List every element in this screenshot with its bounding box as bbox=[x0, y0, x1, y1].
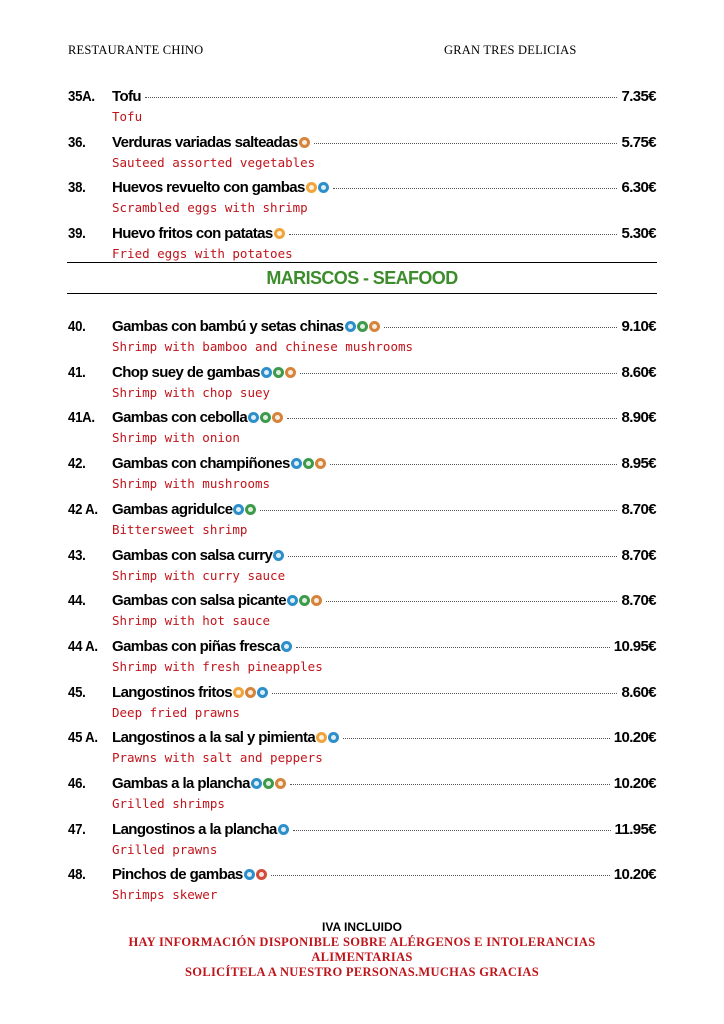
item-price: 10.20€ bbox=[613, 775, 656, 792]
allergen-icons bbox=[274, 228, 285, 239]
brown-allergen-icon bbox=[275, 778, 286, 789]
vat-notice: IVA INCLUIDO bbox=[322, 920, 402, 934]
item-description: Shrimps skewer bbox=[112, 887, 218, 903]
menu-item bbox=[0, 775, 724, 819]
item-number: 44 A. bbox=[68, 637, 98, 655]
allergen-icons bbox=[291, 458, 326, 469]
green-allergen-icon bbox=[245, 504, 256, 515]
allergen-notice bbox=[0, 935, 724, 980]
item-number: 42 A. bbox=[68, 500, 98, 518]
item-line bbox=[112, 775, 656, 795]
green-allergen-icon bbox=[273, 367, 284, 378]
item-number: 35A. bbox=[68, 88, 95, 105]
item-price: 8.70€ bbox=[621, 500, 656, 518]
item-number: 41. bbox=[68, 363, 86, 381]
green-allergen-icon bbox=[260, 412, 271, 423]
item-price: 8.60€ bbox=[621, 683, 656, 701]
blue-allergen-icon bbox=[248, 412, 259, 423]
item-description: Shrimp with onion bbox=[112, 430, 240, 446]
item-price: 10.20€ bbox=[613, 866, 656, 884]
menu-item bbox=[0, 729, 724, 773]
section-title: MARISCOS - SEAFOOD bbox=[266, 268, 458, 288]
item-price: 8.70€ bbox=[621, 592, 656, 610]
menu-item bbox=[0, 134, 724, 178]
green-allergen-icon bbox=[299, 595, 310, 606]
item-number: 46. bbox=[68, 775, 86, 792]
item-line bbox=[112, 684, 656, 704]
item-description: Shrimp with mushrooms bbox=[112, 476, 271, 492]
item-number: 44. bbox=[68, 592, 86, 610]
item-price: 10.20€ bbox=[613, 729, 656, 747]
item-description: Shrimp with hot sauce bbox=[112, 613, 271, 629]
item-name: Chop suey de gambas bbox=[112, 363, 260, 381]
item-description: Shrimp with chop suey bbox=[112, 384, 271, 400]
section-divider-top bbox=[67, 262, 657, 263]
menu-item bbox=[0, 866, 724, 910]
blue-allergen-icon bbox=[318, 182, 329, 193]
item-name: Langostinos a la plancha bbox=[112, 820, 277, 838]
allergen-icons bbox=[233, 687, 268, 698]
menu-item bbox=[0, 409, 724, 453]
item-line bbox=[112, 866, 656, 886]
item-number: 38. bbox=[68, 179, 86, 196]
item-name: Gambas con salsa curry bbox=[112, 546, 273, 564]
item-number: 41A. bbox=[68, 409, 95, 427]
allergen-notice-line-2: ALIMENTARIAS bbox=[311, 950, 413, 964]
item-description: Grilled prawns bbox=[112, 841, 218, 857]
item-name: Gambas con salsa picante bbox=[112, 592, 287, 610]
blue-allergen-icon bbox=[278, 824, 289, 835]
blue-allergen-icon bbox=[273, 550, 284, 561]
item-line bbox=[112, 729, 656, 749]
item-description: Shrimp with bamboo and chinese mushrooms bbox=[112, 339, 414, 354]
item-description: Scrambled eggs with shrimp bbox=[112, 200, 308, 215]
item-description: Prawns with salt and peppers bbox=[112, 750, 323, 766]
item-name: Gambas a la plancha bbox=[112, 775, 250, 792]
item-price: 11.95€ bbox=[614, 820, 656, 838]
dot-leader bbox=[384, 327, 618, 328]
item-number: 42. bbox=[68, 455, 86, 473]
item-number: 39. bbox=[68, 224, 86, 242]
item-price: 7.35€ bbox=[621, 88, 656, 105]
item-price: 9.10€ bbox=[621, 318, 656, 335]
dot-leader bbox=[288, 556, 617, 557]
item-description: Bittersweet shrimp bbox=[112, 521, 248, 537]
allergen-icons bbox=[287, 595, 322, 606]
item-price: 8.95€ bbox=[621, 455, 656, 473]
menu-item bbox=[0, 318, 724, 362]
item-name: Gambas con cebolla bbox=[112, 409, 248, 427]
menu-item bbox=[0, 364, 724, 408]
dot-leader bbox=[330, 464, 618, 465]
item-number: 43. bbox=[68, 546, 86, 564]
item-name: Tofu bbox=[112, 88, 141, 105]
blue-allergen-icon bbox=[287, 595, 298, 606]
item-price: 5.30€ bbox=[621, 224, 656, 242]
green-allergen-icon bbox=[357, 321, 368, 332]
item-line bbox=[112, 592, 656, 612]
blue-allergen-icon bbox=[244, 869, 255, 880]
item-number: 45. bbox=[68, 683, 86, 701]
item-description: Fried eggs with potatoes bbox=[112, 245, 293, 261]
item-line bbox=[112, 88, 656, 108]
brown-allergen-icon bbox=[285, 367, 296, 378]
dot-leader bbox=[272, 693, 617, 694]
dot-leader bbox=[290, 784, 610, 785]
allergen-icons bbox=[299, 137, 310, 148]
item-price: 8.90€ bbox=[621, 409, 656, 427]
brown-allergen-icon bbox=[299, 137, 310, 148]
item-name: Huevos revuelto con gambas bbox=[112, 179, 305, 196]
allergen-icons bbox=[278, 824, 289, 835]
dot-leader bbox=[296, 647, 610, 648]
orange-allergen-icon bbox=[306, 182, 317, 193]
allergen-icons bbox=[244, 869, 267, 880]
menu-item bbox=[0, 88, 724, 132]
menu-item bbox=[0, 684, 724, 728]
brown-allergen-icon bbox=[311, 595, 322, 606]
dot-leader bbox=[287, 418, 617, 419]
green-allergen-icon bbox=[263, 778, 274, 789]
item-number: 36. bbox=[68, 133, 86, 151]
menu-item bbox=[0, 592, 724, 636]
item-line bbox=[112, 409, 656, 429]
item-description: Deep fried prawns bbox=[112, 704, 240, 720]
item-name: Gambas con champiñones bbox=[112, 455, 290, 473]
item-line bbox=[112, 455, 656, 475]
allergen-icons bbox=[345, 321, 380, 332]
orange-allergen-icon bbox=[274, 228, 285, 239]
dot-leader bbox=[326, 601, 617, 602]
item-line bbox=[112, 501, 656, 521]
item-name: Langostinos fritos bbox=[112, 683, 233, 701]
menu-item bbox=[0, 455, 724, 499]
allergen-notice-line-3: SOLICÍTELA A NUESTRO PERSONAS.MUCHAS GRACIAS bbox=[185, 965, 539, 979]
item-line bbox=[112, 225, 656, 245]
brown-allergen-icon bbox=[245, 687, 256, 698]
blue-allergen-icon bbox=[257, 687, 268, 698]
blue-allergen-icon bbox=[291, 458, 302, 469]
brown-allergen-icon bbox=[369, 321, 380, 332]
orange-allergen-icon bbox=[233, 687, 244, 698]
menu-item bbox=[0, 179, 724, 223]
item-price: 8.70€ bbox=[621, 546, 656, 564]
allergen-icons bbox=[316, 732, 339, 743]
item-line bbox=[112, 547, 656, 567]
restaurant-name-header: GRAN TRES DELICIAS bbox=[444, 43, 577, 57]
item-price: 10.95€ bbox=[613, 637, 656, 655]
item-name: Gambas con bambú y setas chinas bbox=[112, 318, 344, 335]
menu-item bbox=[0, 501, 724, 545]
item-number: 48. bbox=[68, 866, 86, 884]
green-allergen-icon bbox=[303, 458, 314, 469]
blue-allergen-icon bbox=[251, 778, 262, 789]
item-number: 45 A. bbox=[68, 729, 98, 747]
blue-allergen-icon bbox=[345, 321, 356, 332]
restaurant-type-header: RESTAURANTE CHINO bbox=[68, 43, 204, 57]
item-number: 40. bbox=[68, 318, 86, 335]
item-name: Huevo fritos con patatas bbox=[112, 224, 273, 242]
item-name: Pinchos de gambas bbox=[112, 866, 243, 884]
item-description: Shrimp with curry sauce bbox=[112, 567, 286, 583]
dot-leader bbox=[343, 738, 610, 739]
dot-leader bbox=[289, 234, 618, 235]
item-name: Verduras variadas salteadas bbox=[112, 133, 298, 151]
item-description: Grilled shrimps bbox=[112, 796, 225, 811]
item-name: Langostinos a la sal y pimienta bbox=[112, 729, 316, 747]
section-divider-bottom bbox=[67, 293, 657, 294]
item-line bbox=[112, 179, 656, 199]
dot-leader bbox=[333, 188, 618, 189]
dot-leader bbox=[300, 373, 618, 374]
item-price: 8.60€ bbox=[621, 363, 656, 381]
menu-item bbox=[0, 638, 724, 682]
menu-item bbox=[0, 821, 724, 865]
item-name: Gambas con piñas fresca bbox=[112, 637, 280, 655]
allergen-icons bbox=[233, 504, 256, 515]
dot-leader bbox=[145, 97, 617, 98]
allergen-icons bbox=[281, 641, 292, 652]
item-line bbox=[112, 134, 656, 154]
item-line bbox=[112, 638, 656, 658]
allergen-icons bbox=[248, 412, 283, 423]
red-allergen-icon bbox=[256, 869, 267, 880]
item-description: Shrimp with fresh pineapples bbox=[112, 658, 323, 674]
item-description: Tofu bbox=[112, 109, 143, 124]
blue-allergen-icon bbox=[261, 367, 272, 378]
allergen-icons bbox=[273, 550, 284, 561]
item-description: Sauteed assorted vegetables bbox=[112, 154, 316, 170]
item-price: 6.30€ bbox=[621, 179, 656, 196]
allergen-icons bbox=[251, 778, 286, 789]
item-name: Gambas agridulce bbox=[112, 500, 233, 518]
allergen-notice-line-1: HAY INFORMACIÓN DISPONIBLE SOBRE ALÉRGENOS E INTOLERANCIAS bbox=[128, 935, 596, 949]
allergen-icons bbox=[306, 182, 329, 193]
brown-allergen-icon bbox=[272, 412, 283, 423]
dot-leader bbox=[260, 510, 617, 511]
blue-allergen-icon bbox=[233, 504, 244, 515]
blue-allergen-icon bbox=[281, 641, 292, 652]
item-line bbox=[112, 318, 656, 338]
brown-allergen-icon bbox=[315, 458, 326, 469]
menu-item bbox=[0, 547, 724, 591]
item-price: 5.75€ bbox=[621, 133, 656, 151]
dot-leader bbox=[314, 143, 618, 144]
blue-allergen-icon bbox=[328, 732, 339, 743]
allergen-icons bbox=[261, 367, 296, 378]
item-number: 47. bbox=[68, 820, 86, 838]
dot-leader bbox=[271, 875, 610, 876]
item-line bbox=[112, 821, 656, 841]
dot-leader bbox=[293, 830, 611, 831]
item-line bbox=[112, 364, 656, 384]
orange-allergen-icon bbox=[316, 732, 327, 743]
